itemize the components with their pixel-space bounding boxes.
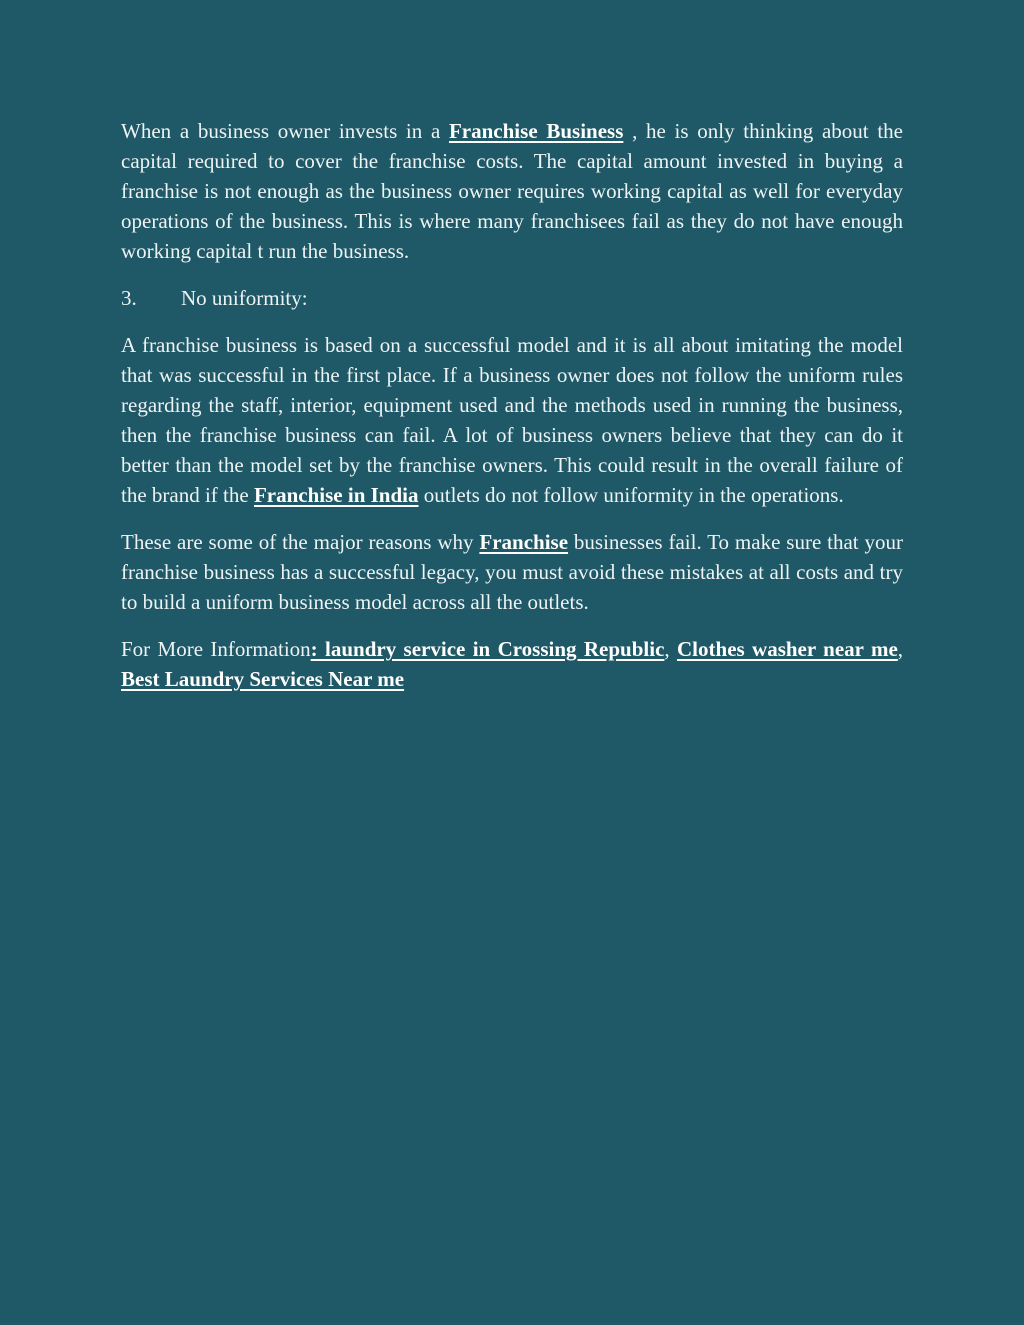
franchise-in-india-link[interactable]: Franchise in India xyxy=(253,483,419,507)
paragraph-text: These are some of the major reasons why xyxy=(121,530,480,554)
paragraph-text: , he is only thinking about the capital required to cover the franchise costs. The capital amount invested in buying a franchise is not enough as the business owner requires working capital as well for everyday operations of the business. This is where many franchisees fail as they do not have enough working capital t run the business. xyxy=(121,119,903,263)
more-information xyxy=(121,634,903,694)
document-content xyxy=(121,116,903,711)
more-info-label: For More Information xyxy=(121,637,311,661)
clothes-washer-link[interactable]: Clothes washer near me xyxy=(677,637,898,661)
section-title: No uniformity: xyxy=(181,286,308,310)
section-heading-no-uniformity xyxy=(121,283,903,313)
separator: , xyxy=(664,637,678,661)
paragraph-text: A franchise business is based on a successful model and it is all about imitating the model that was successful in the first place. If a business owner does not follow the uniform rules regarding the staff, interior, equipment used and the methods used in running the business, then the franchise business can fail. A lot of business owners believe that they can do it better than the model set by the franchise owners. This could result in the overall failure of the brand if the xyxy=(121,333,903,507)
paragraph-uniformity xyxy=(121,330,903,510)
best-laundry-services-link[interactable]: Best Laundry Services Near me xyxy=(121,667,405,691)
section-number: 3. xyxy=(121,286,137,310)
separator: , xyxy=(897,637,904,661)
paragraph-text: When a business owner invests in a xyxy=(121,119,449,143)
paragraph-text: businesses fail. To make sure that your franchise business has a successful legacy, you must avoid these mistakes at all costs and try to build a uniform business model across all the outlets. xyxy=(121,530,903,614)
paragraph-conclusion xyxy=(121,527,903,617)
laundry-crossing-republic-link[interactable]: : laundry service in Crossing Republic xyxy=(310,637,665,661)
franchise-link[interactable]: Franchise xyxy=(479,530,569,554)
paragraph-text: outlets do not follow uniformity in the operations. xyxy=(418,483,844,507)
paragraph-working-capital xyxy=(121,116,903,266)
franchise-business-link[interactable]: Franchise Business xyxy=(448,119,624,143)
